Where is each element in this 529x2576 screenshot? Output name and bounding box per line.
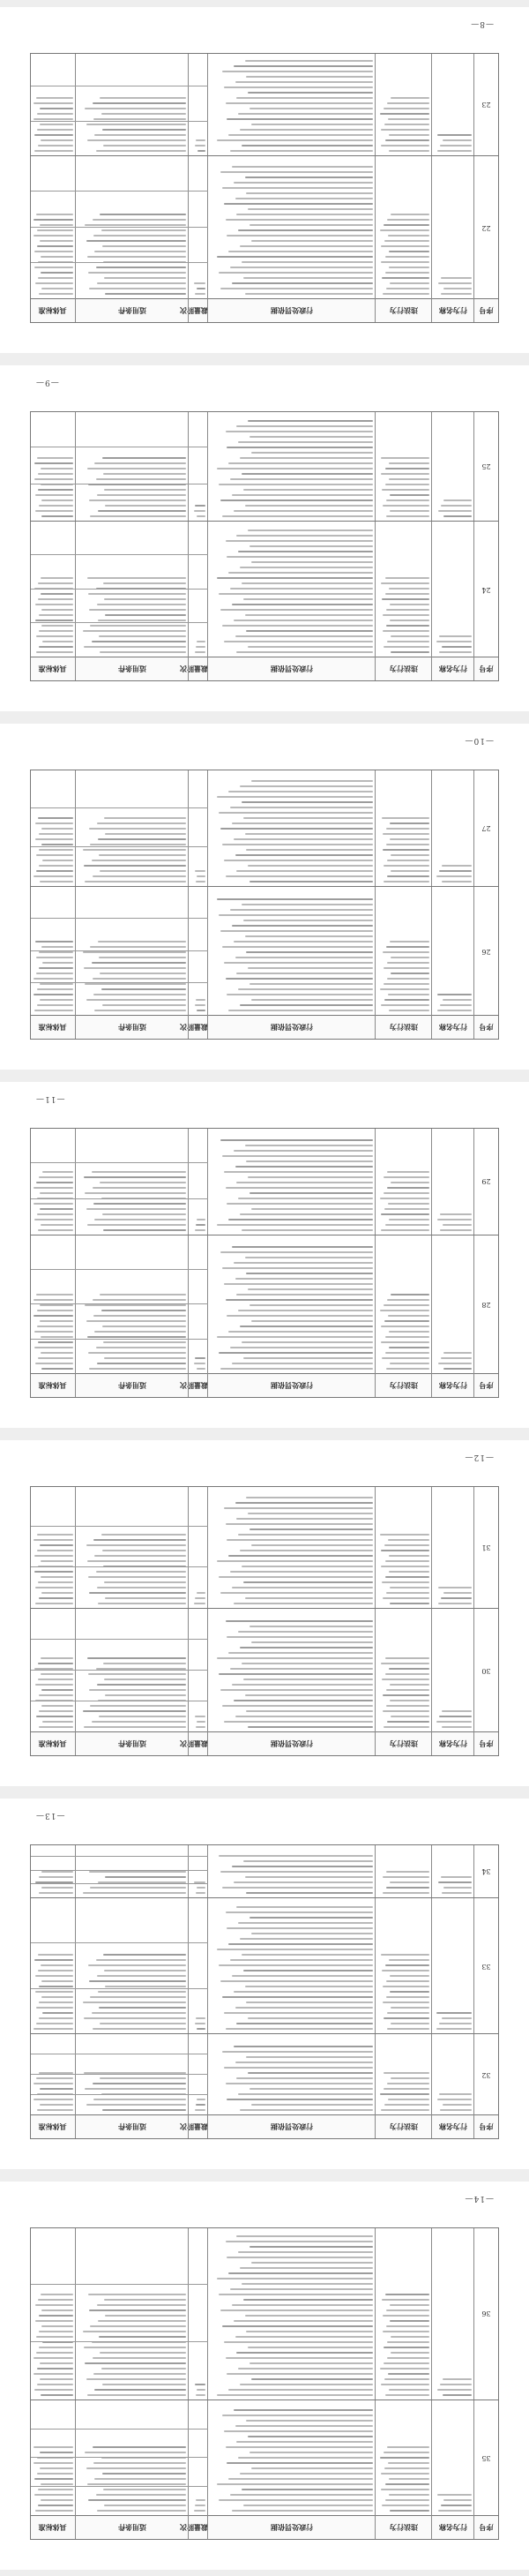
table-cell-text (435, 413, 472, 517)
column-divider (375, 1487, 376, 1755)
row-number: 27 (481, 824, 491, 832)
penalty-table (30, 2227, 499, 2540)
sub-row-divider (31, 622, 208, 623)
table-cell-text (78, 1901, 186, 2030)
table-cell-text (211, 890, 373, 1011)
column-header: 行为名称 (439, 1381, 467, 1390)
column-header: 适用条件 (118, 1739, 146, 1748)
sub-row-divider (31, 807, 208, 808)
table-cell-text (435, 1611, 472, 1728)
table-cell-text (211, 159, 373, 295)
column-header: 行政处罚依据 (271, 665, 313, 673)
table-cell-text (211, 1488, 373, 1604)
penalty-table (30, 770, 499, 1040)
column-header: 适用条件 (118, 1023, 146, 1032)
table-cell-text (435, 1488, 472, 1604)
column-divider (188, 412, 189, 680)
table-cell-text (78, 413, 186, 517)
column-divider (207, 54, 208, 322)
table-cell-text (378, 1846, 429, 1894)
column-header: 具体标准 (38, 1381, 67, 1390)
table-cell-text (78, 55, 186, 152)
table-cell-text (211, 1901, 373, 2030)
sub-row-divider (31, 2429, 208, 2430)
column-header: 适用条件 (118, 306, 146, 315)
column-header: 违法行为 (390, 1739, 418, 1748)
sub-row-divider (31, 1269, 208, 1270)
table-header (31, 298, 498, 322)
column-header: 行政处罚依据 (271, 2523, 313, 2532)
row-number: 31 (481, 1543, 491, 1551)
row-number: 35 (481, 2454, 491, 2463)
table-cell-text (435, 2037, 472, 2111)
sub-row-divider (31, 1870, 208, 1871)
row-number: 30 (481, 1667, 491, 1675)
table-cell-text (191, 1488, 205, 1604)
column-divider (431, 1129, 432, 1397)
column-divider (473, 412, 474, 680)
column-header: 违法行为 (390, 306, 418, 315)
table-cell-text (435, 1846, 472, 1894)
table-cell-text (435, 890, 472, 1011)
column-divider (473, 1845, 474, 2138)
column-header: 序号 (479, 665, 494, 673)
row-number: 26 (481, 948, 491, 956)
table-cell-text (211, 413, 373, 517)
table-header (31, 2114, 498, 2138)
table-cell-text (32, 413, 73, 517)
table-cell-text (211, 1846, 373, 1894)
row-divider (31, 1608, 498, 1609)
sub-row-divider (31, 1526, 208, 1527)
sub-row-divider (31, 1162, 208, 1163)
table-cell-text (435, 1901, 472, 2030)
column-header: 具体标准 (38, 665, 67, 673)
table-cell-text (435, 159, 472, 295)
sub-row-divider (31, 918, 208, 919)
table-cell-text (78, 2229, 186, 2396)
table-cell-text (435, 771, 472, 882)
sub-row-divider (31, 589, 208, 590)
sub-row-divider (31, 191, 208, 192)
penalty-table (30, 1844, 499, 2139)
table-cell-text (191, 413, 205, 517)
table-cell-text (378, 1901, 429, 2030)
table-cell-text (378, 159, 429, 295)
row-divider (31, 1897, 498, 1898)
page-content (0, 365, 529, 711)
penalty-table (30, 1128, 499, 1398)
table-cell-text (378, 413, 429, 517)
column-divider (375, 770, 376, 1039)
sub-row-divider (31, 1883, 208, 1884)
column-divider (75, 770, 76, 1039)
column-divider (375, 412, 376, 680)
sub-row-divider (31, 1339, 208, 1340)
page-content (0, 1799, 529, 2169)
column-header: 序号 (479, 2523, 494, 2532)
row-divider (31, 2033, 498, 2034)
table-cell-text (32, 1901, 73, 2030)
sub-row-divider (31, 1856, 208, 1857)
penalty-table (30, 1486, 499, 1756)
sub-row-divider (31, 227, 208, 228)
row-number: 22 (481, 224, 491, 232)
row-divider (31, 155, 498, 156)
table-cell-text (211, 2403, 373, 2512)
column-divider (473, 770, 474, 1039)
column-divider (188, 770, 189, 1039)
row-number: 28 (481, 1301, 491, 1310)
table-cell-text (211, 1238, 373, 1370)
document-page (0, 1799, 529, 2169)
column-divider (188, 1487, 189, 1755)
column-divider (207, 770, 208, 1039)
page-content (0, 7, 529, 353)
row-number: 36 (481, 2309, 491, 2318)
sub-row-divider (31, 982, 208, 983)
page-number: —12— (464, 1453, 494, 1461)
page-number: —9— (35, 378, 59, 387)
column-divider (75, 54, 76, 322)
column-header: 行为名称 (439, 306, 467, 315)
table-cell-text (32, 771, 73, 882)
document-page (0, 7, 529, 353)
sub-row-divider (31, 1942, 208, 1943)
table-cell-text (211, 2037, 373, 2111)
column-header: 行政处罚依据 (271, 1381, 313, 1390)
page-content (0, 1440, 529, 1786)
table-cell-text (378, 1611, 429, 1728)
sub-row-divider (31, 554, 208, 555)
page-number: —10— (464, 736, 494, 745)
column-divider (188, 2228, 189, 2539)
column-header: 行为名称 (439, 2523, 467, 2532)
page-content (0, 724, 529, 1070)
column-header: 行政处罚依据 (271, 1739, 313, 1748)
column-header: 违法行为 (390, 2122, 418, 2131)
table-cell-text (378, 1488, 429, 1604)
table-cell-text (378, 890, 429, 1011)
column-header: 违法行为 (390, 665, 418, 673)
column-header: 违法行为 (390, 1023, 418, 1032)
column-header: 序号 (479, 306, 494, 315)
table-cell-text (378, 2037, 429, 2111)
table-cell-text (378, 1238, 429, 1370)
column-divider (473, 1129, 474, 1397)
table-cell-text (211, 1130, 373, 1231)
sub-row-divider (31, 950, 208, 951)
column-divider (207, 1487, 208, 1755)
column-header: 裁量阶次 (180, 2122, 208, 2131)
column-divider (75, 412, 76, 680)
sub-row-divider (31, 846, 208, 847)
table-cell-text (378, 524, 429, 653)
column-header: 行为名称 (439, 1739, 467, 1748)
table-cell-text (435, 524, 472, 653)
table-cell-text (378, 2403, 429, 2512)
document-page (0, 1440, 529, 1786)
page-number: —13— (35, 1811, 65, 1820)
sub-row-divider (31, 2457, 208, 2458)
column-divider (207, 2228, 208, 2539)
sub-row-divider (31, 2486, 208, 2487)
table-cell-text (191, 771, 205, 882)
table-cell-text (435, 55, 472, 152)
column-header: 裁量阶次 (180, 1023, 208, 1032)
column-header: 适用条件 (118, 2523, 146, 2532)
sub-row-divider (31, 1198, 208, 1199)
column-header: 行政处罚依据 (271, 1023, 313, 1032)
table-cell-text (78, 1488, 186, 1604)
column-divider (207, 1129, 208, 1397)
column-divider (431, 412, 432, 680)
row-number: 24 (481, 586, 491, 594)
table-cell-text (32, 1488, 73, 1604)
column-header: 具体标准 (38, 306, 67, 315)
document-page (0, 1082, 529, 1428)
penalty-table (30, 53, 499, 323)
sub-row-divider (31, 1566, 208, 1567)
row-number: 23 (481, 101, 491, 109)
column-header: 具体标准 (38, 2122, 67, 2131)
table-header (31, 1015, 498, 1039)
sub-row-divider (31, 1639, 208, 1640)
table-cell-text (32, 2229, 73, 2396)
sub-row-divider (31, 1303, 208, 1304)
table-cell-text (32, 55, 73, 152)
table-cell-text (191, 55, 205, 152)
column-header: 行政处罚依据 (271, 306, 313, 315)
column-divider (188, 54, 189, 322)
page-number: —8— (470, 19, 494, 28)
column-divider (431, 770, 432, 1039)
table-cell-text (211, 524, 373, 653)
column-divider (188, 1129, 189, 1397)
column-divider (431, 2228, 432, 2539)
sub-row-divider (31, 2284, 208, 2285)
column-divider (75, 1129, 76, 1397)
table-cell-text (435, 2229, 472, 2396)
table-header (31, 1731, 498, 1755)
table-cell-text (435, 1238, 472, 1370)
sub-row-divider (31, 1988, 208, 1989)
table-cell-text (378, 1130, 429, 1231)
sub-row-divider (31, 1670, 208, 1671)
document-page (0, 365, 529, 711)
table-cell-text (211, 55, 373, 152)
column-header: 适用条件 (118, 665, 146, 673)
table-cell-text (78, 1130, 186, 1231)
row-number: 33 (481, 1963, 491, 1971)
column-header: 行为名称 (439, 2122, 467, 2131)
table-cell-text (191, 2229, 205, 2396)
table-cell-text (211, 1611, 373, 1728)
table-cell-text (78, 771, 186, 882)
row-number: 32 (481, 2071, 491, 2079)
table-cell-text (435, 2403, 472, 2512)
column-header: 违法行为 (390, 2523, 418, 2532)
penalty-table (30, 411, 499, 681)
column-divider (375, 1129, 376, 1397)
table-cell-text (378, 771, 429, 882)
sub-row-divider (31, 2341, 208, 2342)
sub-row-divider (31, 121, 208, 122)
column-header: 具体标准 (38, 1739, 67, 1748)
document-page (0, 724, 529, 1070)
column-header: 行为名称 (439, 665, 467, 673)
table-header (31, 2515, 498, 2539)
column-divider (473, 2228, 474, 2539)
page-content (0, 2182, 529, 2570)
column-header: 适用条件 (118, 1381, 146, 1390)
column-header: 具体标准 (38, 2523, 67, 2532)
column-header: 序号 (479, 2122, 494, 2131)
sub-row-divider (31, 262, 208, 263)
column-divider (473, 1487, 474, 1755)
column-divider (375, 2228, 376, 2539)
sub-row-divider (31, 2074, 208, 2075)
column-divider (75, 1487, 76, 1755)
column-divider (207, 412, 208, 680)
table-header (31, 657, 498, 680)
document-page (0, 2182, 529, 2570)
column-header: 序号 (479, 1739, 494, 1748)
column-divider (431, 1845, 432, 2138)
table-cell-text (378, 55, 429, 152)
column-header: 裁量阶次 (180, 1381, 208, 1390)
page-number: —11— (35, 1094, 65, 1103)
page-number: —14— (464, 2194, 494, 2203)
row-divider (31, 521, 498, 522)
column-header: 适用条件 (118, 2122, 146, 2131)
column-divider (375, 54, 376, 322)
column-header: 违法行为 (390, 1381, 418, 1390)
column-header: 裁量阶次 (180, 1739, 208, 1748)
column-header: 裁量阶次 (180, 2523, 208, 2532)
sub-row-divider (31, 2094, 208, 2095)
column-header: 序号 (479, 1023, 494, 1032)
column-divider (473, 54, 474, 322)
table-cell-text (191, 1901, 205, 2030)
column-header: 行政处罚依据 (271, 2122, 313, 2131)
row-number: 34 (481, 1867, 491, 1875)
row-number: 29 (481, 1177, 491, 1186)
row-divider (31, 886, 498, 887)
table-cell-text (435, 1130, 472, 1231)
column-header: 裁量阶次 (180, 306, 208, 315)
table-cell-text (32, 1130, 73, 1231)
column-header: 序号 (479, 1381, 494, 1390)
column-header: 裁量阶次 (180, 665, 208, 673)
column-divider (75, 2228, 76, 2539)
column-divider (431, 54, 432, 322)
row-number: 25 (481, 462, 491, 470)
table-cell-text (191, 1130, 205, 1231)
page-content (0, 1082, 529, 1428)
column-header: 具体标准 (38, 1023, 67, 1032)
table-header (31, 1373, 498, 1397)
column-header: 行为名称 (439, 1023, 467, 1032)
table-cell-text (378, 2229, 429, 2396)
table-cell-text (211, 2229, 373, 2396)
table-cell-text (211, 771, 373, 882)
column-divider (431, 1487, 432, 1755)
column-divider (375, 1845, 376, 2138)
